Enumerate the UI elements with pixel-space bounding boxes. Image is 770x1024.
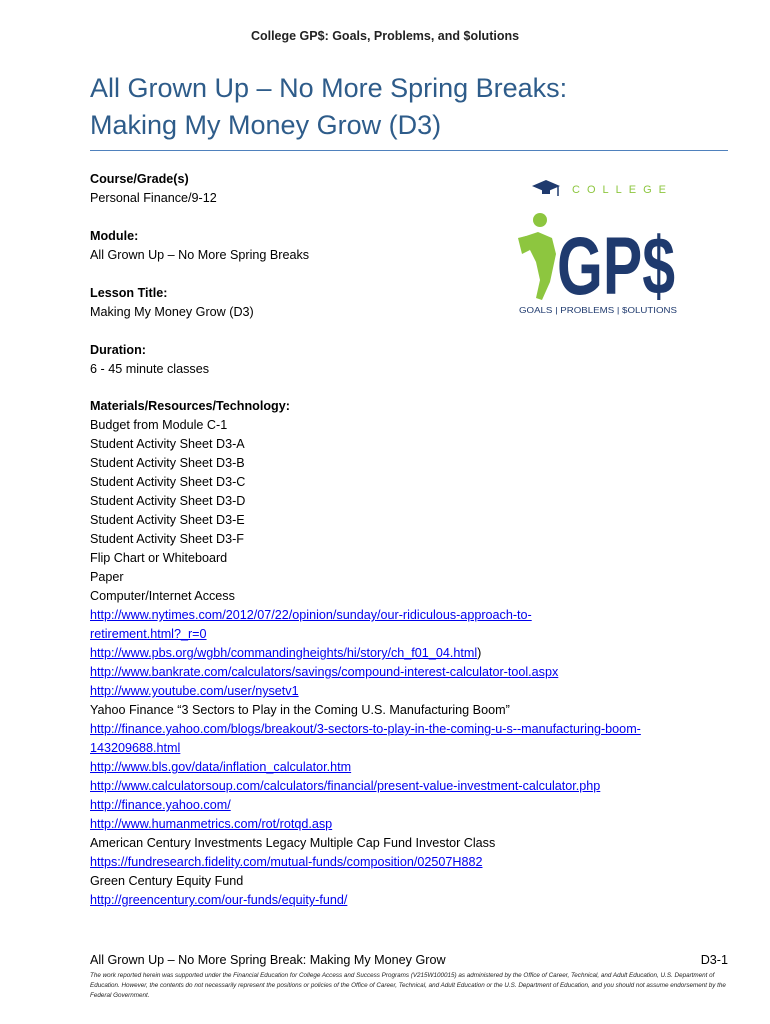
link-yahoo-blog-continued[interactable]: 143209688.html xyxy=(90,741,181,755)
logo-tagline: GOALS | PROBLEMS | $OLUTIONS xyxy=(519,305,678,315)
running-header: College GP$: Goals, Problems, and $olutions xyxy=(250,29,520,43)
lesson-label: Lesson Title: xyxy=(90,286,168,300)
material-item: Student Activity Sheet D3-F xyxy=(90,532,244,546)
link-nytimes[interactable]: http://www.nytimes.com/2012/07/22/opinion/sunday/our-ridiculous-approach-to- xyxy=(90,608,532,622)
material-item: Student Activity Sheet D3-E xyxy=(90,513,245,527)
duration-value: 6 - 45 minute classes xyxy=(90,362,209,376)
graduation-cap-icon xyxy=(532,180,560,196)
module-block xyxy=(90,227,510,265)
link-yahoo-finance[interactable]: http://finance.yahoo.com/ xyxy=(90,798,231,812)
materials-section xyxy=(90,397,740,910)
funding-disclaimer: The work reported herein was supported under the Financial Education for College Access and Success Programs (V215W100015) as administered by the Office of Career, Technical, and Adult Education, U.S. Department of Education. However, the contents do not necessarily represent the positions or policies of the Office of Career, Technical, and Adult Education or the U.S. Department of Education, and you should not assume endorsement by the Federal Government. xyxy=(90,972,726,999)
course-label: Course/Grade(s) xyxy=(90,172,189,186)
material-item: Budget from Module C-1 xyxy=(90,418,228,432)
link-bankrate[interactable]: http://www.bankrate.com/calculators/savings/compound-interest-calculator-tool.aspx xyxy=(90,665,559,679)
material-item: Student Activity Sheet D3-D xyxy=(90,494,246,508)
yahoo-finance-text: Yahoo Finance “3 Sectors to Play in the Coming U.S. Manufacturing Boom” xyxy=(90,703,510,717)
material-item: Student Activity Sheet D3-A xyxy=(90,437,245,451)
link-youtube[interactable]: http://www.youtube.com/user/nysetv1 xyxy=(90,684,299,698)
duration-label: Duration: xyxy=(90,343,146,357)
link-calculatorsoup[interactable]: http://www.calculatorsoup.com/calculators/financial/present-value-investment-calculator.php xyxy=(90,779,601,793)
title-line-1: All Grown Up – No More Spring Breaks: xyxy=(90,73,568,103)
material-item: Flip Chart or Whiteboard xyxy=(90,551,228,565)
title-line-2: Making My Money Grow (D3) xyxy=(90,110,442,140)
material-item: Student Activity Sheet D3-C xyxy=(90,475,246,489)
college-gps-logo xyxy=(512,176,682,321)
logo-word-college: COLLEGE xyxy=(572,184,673,196)
material-item: Computer/Internet Access xyxy=(90,589,235,603)
title-divider xyxy=(90,150,728,151)
logo-word-gps: GP$ xyxy=(557,221,675,312)
green-figure-icon xyxy=(518,213,556,300)
page-number: D3-1 xyxy=(700,953,728,967)
lesson-meta xyxy=(90,170,510,398)
link-nytimes-continued[interactable]: retirement.html?_r=0 xyxy=(90,627,207,641)
footer-title: All Grown Up – No More Spring Break: Making My Money Grow xyxy=(90,953,446,967)
lesson-block xyxy=(90,284,510,322)
material-item: Student Activity Sheet D3-B xyxy=(90,456,245,470)
link-humanmetrics[interactable]: http://www.humanmetrics.com/rot/rotqd.asp xyxy=(90,817,333,831)
american-century-text: American Century Investments Legacy Multiple Cap Fund Investor Class xyxy=(90,836,496,850)
lesson-value: Making My Money Grow (D3) xyxy=(90,305,254,319)
green-century-text: Green Century Equity Fund xyxy=(90,874,244,888)
material-item: Paper xyxy=(90,570,124,584)
link-bls[interactable]: http://www.bls.gov/data/inflation_calculator.htm xyxy=(90,760,352,774)
course-block xyxy=(90,170,510,208)
duration-block xyxy=(90,341,510,379)
page-footer xyxy=(90,953,728,967)
course-value: Personal Finance/9-12 xyxy=(90,191,217,205)
link-greencentury[interactable]: http://greencentury.com/our-funds/equity-fund/ xyxy=(90,893,348,907)
module-label: Module: xyxy=(90,229,139,243)
module-value: All Grown Up – No More Spring Breaks xyxy=(90,248,310,262)
link-pbs[interactable]: http://www.pbs.org/wgbh/commandingheights/hi/story/ch_f01_04.html xyxy=(90,646,478,660)
link-fidelity[interactable]: https://fundresearch.fidelity.com/mutual-funds/composition/02507H882 xyxy=(90,855,483,869)
closing-paren: ) xyxy=(477,646,482,660)
materials-label: Materials/Resources/Technology: xyxy=(90,399,290,413)
link-yahoo-blog[interactable]: http://finance.yahoo.com/blogs/breakout/3-sectors-to-play-in-the-coming-u-s--manufacturing-boom- xyxy=(90,722,641,736)
page-title xyxy=(90,70,730,144)
